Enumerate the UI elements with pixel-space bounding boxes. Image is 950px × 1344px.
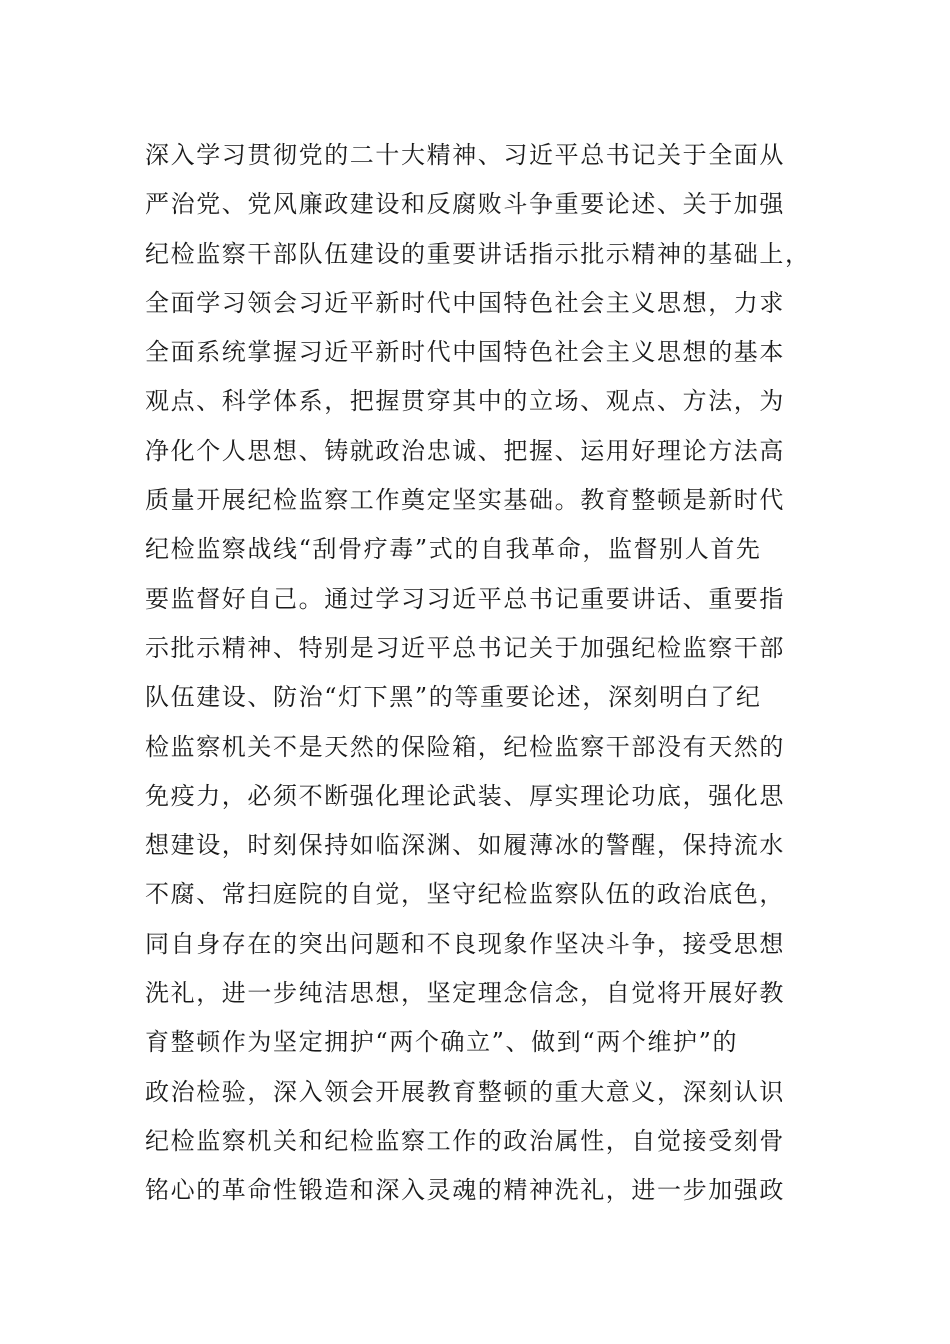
- text-line: 要监督好自己。通过学习习近平总书记重要讲话、重要指: [145, 584, 785, 613]
- text-line: 洗礼，进一步纯洁思想，坚定理念信念，自觉将开展好教: [145, 979, 785, 1008]
- text-line: 质量开展纪检监察工作奠定坚实基础。教育整顿是新时代: [145, 486, 785, 515]
- text-line: 铭心的革命性锻造和深入灵魂的精神洗礼，进一步加强政: [145, 1176, 785, 1205]
- text-line: 免疫力，必须不断强化理论武装、厚实理论功底，强化思: [145, 781, 785, 810]
- text-line: 纪检监察机关和纪检监察工作的政治属性，自觉接受刻骨: [145, 1126, 785, 1155]
- text-line: 育整顿作为坚定拥护“两个确立”、做到“两个维护”的: [145, 1028, 739, 1057]
- text-line: 深入学习贯彻党的二十大精神、习近平总书记关于全面从: [145, 141, 785, 169]
- text-line: 纪检监察战线“刮骨疗毒”式的自我革命，监督别人首先: [145, 535, 762, 564]
- text-line: 队伍建设、防治“灯下黑”的等重要论述，深刻明白了纪: [145, 683, 762, 712]
- text-line: 严治党、党风廉政建设和反腐败斗争重要论述、关于加强: [145, 190, 785, 219]
- body-paragraph: [145, 131, 811, 1216]
- text-line: 同自身存在的突出问题和不良现象作坚决斗争，接受思想: [145, 929, 785, 958]
- text-line: 全面系统掌握习近平新时代中国特色社会主义思想的基本: [145, 338, 785, 367]
- text-line: 不腐、常扫庭院的自觉，坚守纪检监察队伍的政治底色，: [145, 880, 785, 909]
- text-line: 想建设，时刻保持如临深渊、如履薄冰的警醒，保持流水: [145, 831, 785, 860]
- text-line: 检监察机关不是天然的保险箱，纪检监察干部没有天然的: [145, 732, 785, 761]
- text-line: 净化个人思想、铸就政治忠诚、把握、运用好理论方法高: [145, 436, 785, 465]
- text-line: 示批示精神、特别是习近平总书记关于加强纪检监察干部: [145, 633, 785, 662]
- text-line: 全面学习领会习近平新时代中国特色社会主义思想，力求: [145, 288, 785, 317]
- text-line: 观点、科学体系，把握贯穿其中的立场、观点、方法，为: [145, 387, 785, 416]
- text-line: 政治检验，深入领会开展教育整顿的重大意义，深刻认识: [145, 1077, 785, 1106]
- text-line: 纪检监察干部队伍建设的重要讲话指示批示精神的基础上，: [145, 239, 811, 268]
